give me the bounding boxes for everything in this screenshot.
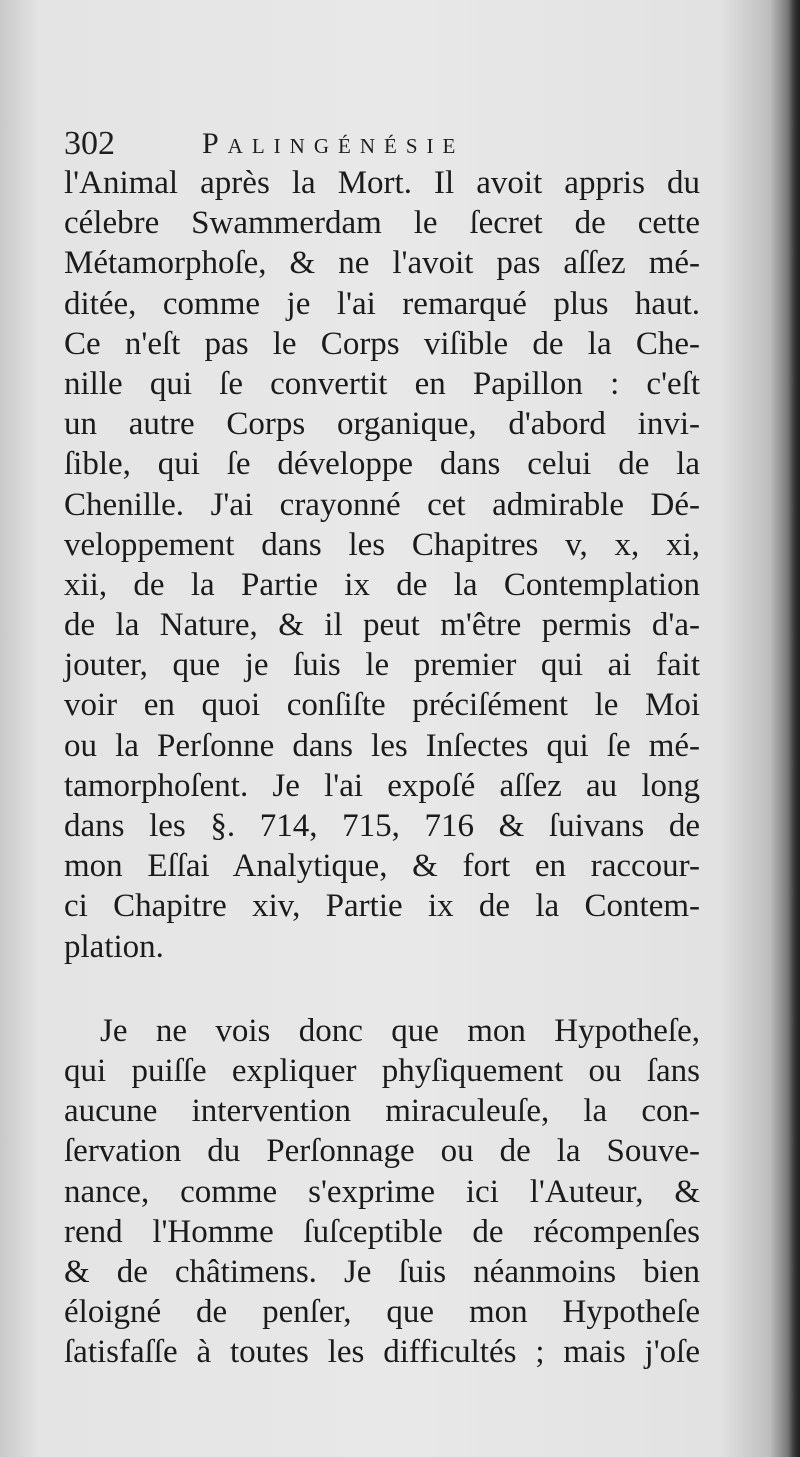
paragraph: [64, 163, 700, 967]
text-line: ſervation du Perſonnage ou de la Souve-: [64, 1133, 700, 1170]
text-line: un autre Corps organique, d'abord invi-: [64, 406, 700, 443]
text-line: dans les §. 714, 715, 716 & ſuivans de: [64, 808, 700, 844]
text-line: mon Eſſai Analytique, & fort en raccour-: [64, 848, 700, 885]
text-line: ſatisfaſſe à toutes les difficultés ; mais j'oſe: [64, 1334, 700, 1371]
text-line: ci Chapitre xiv, Partie ix de la Contem-: [64, 888, 700, 925]
text-line: ou la Perſonne dans les Inſectes qui ſe mé-: [64, 727, 700, 764]
text-line: nance, comme s'exprime ici l'Auteur, &: [64, 1173, 700, 1210]
text-line: qui puiſſe expliquer phyſiquement ou ſans: [64, 1052, 700, 1089]
paragraph: [64, 1011, 700, 1373]
text-line: nille qui ſe convertit en Papillon : c'eſt: [64, 365, 700, 402]
text-line: xii, de la Partie ix de la Contemplation: [64, 566, 700, 603]
text-line: éloigné de penſer, que mon Hypotheſe: [64, 1294, 700, 1331]
text-line: célebre Swammerdam le ſecret de cette: [64, 205, 700, 242]
text-line: Métamorphoſe, & ne l'avoit pas aſſez mé-: [64, 245, 700, 282]
text-line: Je ne vois donc que mon Hypotheſe,: [100, 1012, 700, 1049]
text-line: Chenille. J'ai crayonné cet admirable Dé-: [64, 486, 700, 523]
text-line: l'Animal après la Mort. Il avoit appris du: [64, 165, 700, 201]
text-line: rend l'Homme ſuſceptible de récompenſes: [64, 1213, 700, 1250]
text-line: ditée, comme je l'ai remarqué plus haut.: [64, 285, 700, 322]
text-line: plation.: [64, 928, 164, 965]
text-line: de la Nature, & il peut m'être permis d'a-: [64, 607, 700, 644]
text-line: veloppement dans les Chapitres v, x, xi,: [64, 526, 700, 563]
running-head: Palingénésie: [202, 127, 465, 160]
paragraph-gap: [64, 967, 700, 1011]
text-line: tamorphoſent. Je l'ai expoſé aſſez au long: [64, 767, 700, 804]
body-text: [64, 163, 700, 1372]
text-line: & de châtimens. Je ſuis néanmoins bien: [64, 1253, 700, 1290]
page-number: 302: [64, 125, 115, 162]
page-header: [64, 122, 744, 166]
text-line: aucune intervention miraculeuſe, la con-: [64, 1093, 700, 1130]
text-line: voir en quoi conſiſte préciſément le Moi: [64, 687, 700, 724]
text-line: ſible, qui ſe développe dans celui de la: [64, 446, 700, 483]
page-edge-shadow: [788, 0, 800, 1457]
text-line: jouter, que je ſuis le premier qui ai fait: [64, 647, 700, 684]
text-line: Ce n'eſt pas le Corps viſible de la Che-: [64, 325, 700, 362]
